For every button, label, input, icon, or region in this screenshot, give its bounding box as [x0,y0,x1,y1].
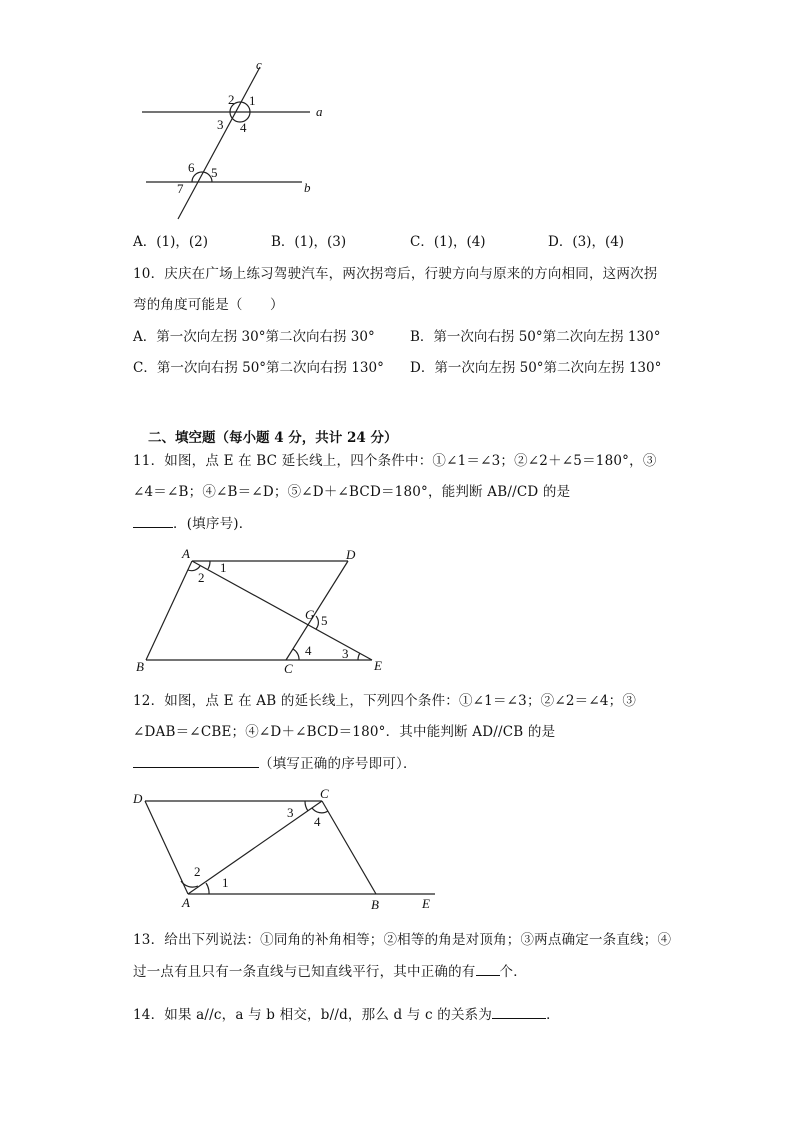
arc-3 [358,653,360,660]
q12-line-2: ∠DAB＝∠CBE；④∠D＋∠BCD＝180°．其中能判断 AD//CB 的是 [133,724,556,740]
label-1: 1 [220,560,227,575]
q11-line-3-text: ．(填序号)． [173,516,253,532]
q14-end: ． [546,1007,560,1023]
label-4: 4 [240,120,247,135]
label-E: E [374,658,382,673]
label-2: 2 [198,570,205,585]
q10-option-b: B．第一次向右拐 50°第二次向左拐 130° [410,329,661,345]
arc-1 [206,883,209,894]
arc-2 [181,881,198,887]
figure-q12 [130,785,440,915]
label-5: 5 [211,165,218,180]
label-3: 3 [287,805,294,820]
label-4: 4 [305,643,312,658]
arc-5 [316,616,318,629]
figure-q9 [130,55,340,225]
q10-line-2: 弯的角度可能是（ ） [133,297,284,313]
q13-line-2-end: 个． [499,964,527,980]
q13-line-2 [133,961,527,982]
q9-option-d: D．(3)，(4) [548,234,625,250]
q9-option-c: C．(1)，(4) [410,234,486,250]
segment-dc [286,561,348,660]
q9-option-a: A．(1)，(2) [133,234,208,250]
label-c: c [256,57,262,72]
label-a: a [316,104,323,119]
q9-option-b: B．(1)，(3) [271,234,347,250]
arc-4 [312,808,328,813]
label-5: 5 [321,613,328,628]
label-B: B [371,897,379,912]
q10-option-d: D．第一次向左拐 50°第二次向左拐 130° [410,360,662,376]
q11-line-2: ∠4＝∠B；④∠B＝∠D；⑤∠D＋∠BCD＝180°，能判断 AB//CD 的是 [133,484,571,500]
q14-text: 14．如果 a//c，a 与 b 相交，b//d，那么 d 与 c 的关系为 [133,1007,493,1023]
segment-da [145,801,188,894]
answer-blank[interactable] [492,1004,546,1019]
label-C: C [284,661,293,675]
segment-ab [146,561,192,660]
q12-line-3 [133,753,417,774]
answer-blank[interactable] [476,961,500,976]
arc-3 [305,801,308,811]
label-b: b [304,180,311,195]
label-4: 4 [314,814,321,829]
section-title: 二、填空题（每小题 4 分，共计 24 分） [148,430,398,446]
line-c [178,67,260,219]
label-3: 3 [217,117,224,132]
label-2: 2 [194,864,201,879]
q12-line-1: 12．如图，点 E 在 AB 的延长线上，下列四个条件：①∠1＝∠3；②∠2＝∠4；③ [133,693,637,709]
q11-line-1: 11．如图，点 E 在 BC 延长线上，四个条件中：①∠1＝∠3；②∠2＋∠5＝180°，③ [133,453,657,469]
label-A: A [182,895,190,910]
arc-1 [208,561,210,569]
q10-line-1: 10．庆庆在广场上练习驾驶汽车，两次拐弯后，行驶方向与原来的方向相同，这两次拐 [133,266,658,282]
segment-ac [188,801,322,894]
label-6: 6 [188,160,195,175]
segment-cb [322,801,376,894]
label-1: 1 [249,93,256,108]
answer-blank[interactable] [133,753,259,768]
q14-line [133,1004,560,1025]
label-G: G [305,607,315,622]
q10-option-a: A．第一次向左拐 30°第二次向右拐 30° [133,329,375,345]
answer-blank[interactable] [133,513,173,528]
label-2: 2 [228,92,235,107]
arc-4 [293,649,299,660]
figure-q11 [130,545,390,675]
label-7: 7 [177,181,184,196]
q10-option-c: C．第一次向右拐 50°第二次向右拐 130° [133,360,384,376]
q13-line-2-text: 过一点有且只有一条直线与已知直线平行，其中正确的有 [133,964,476,980]
label-A: A [182,546,190,561]
label-D: D [346,547,356,562]
label-B: B [136,659,144,674]
label-C: C [320,786,329,801]
label-1: 1 [222,875,229,890]
q11-line-3 [133,513,252,534]
q12-line-3-text: （填写正确的序号即可）． [259,756,417,772]
q13-line-1: 13．给出下列说法：①同角的补角相等；②相等的角是对顶角；③两点确定一条直线；④ [133,932,672,948]
label-D: D [133,791,143,806]
label-E: E [422,896,430,911]
label-3: 3 [342,646,349,661]
